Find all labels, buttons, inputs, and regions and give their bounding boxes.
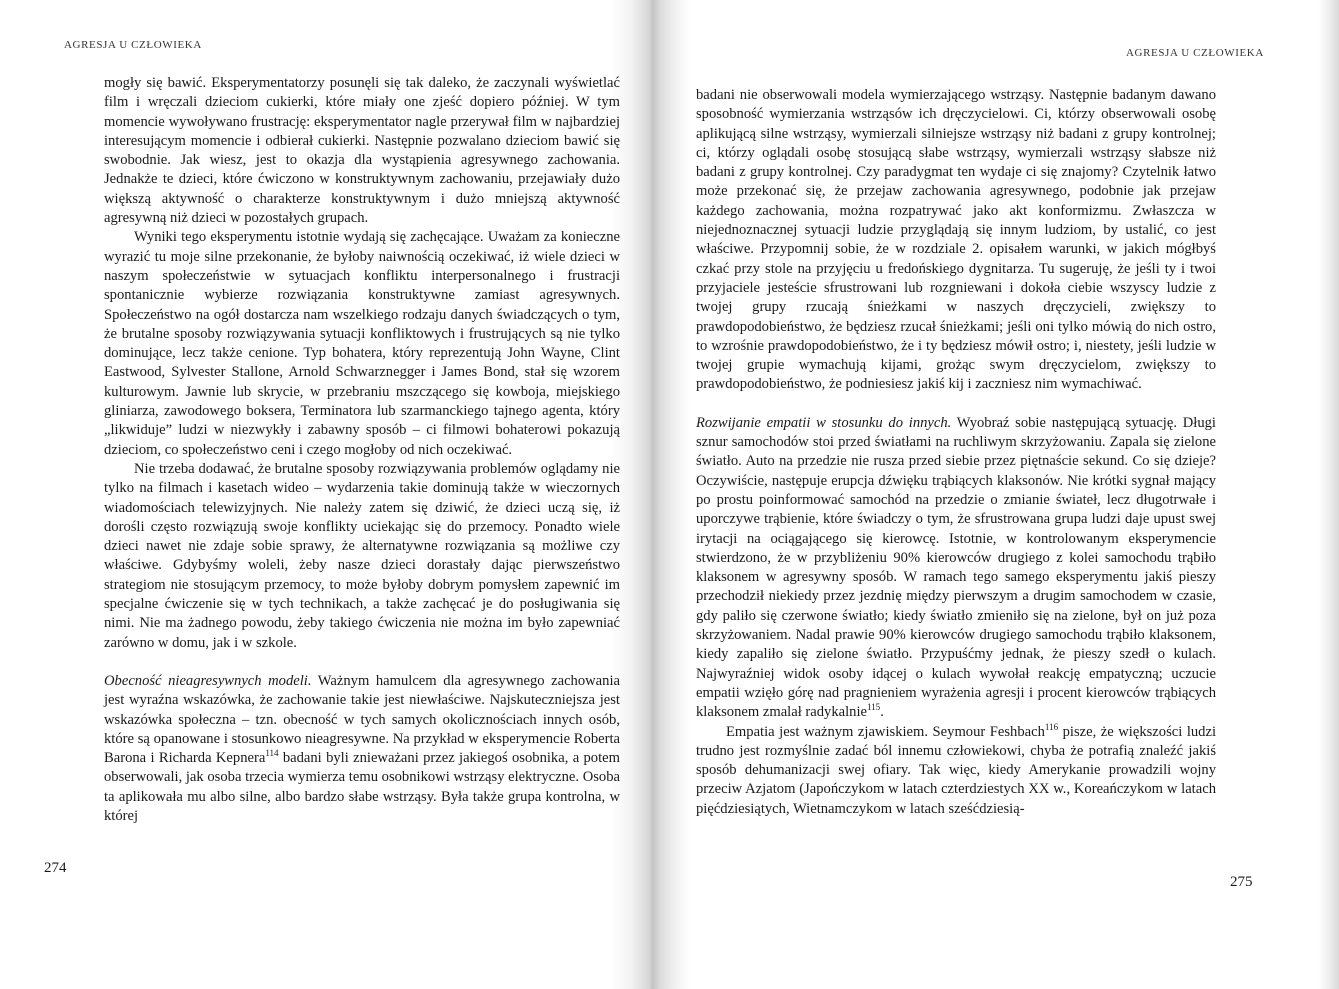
paragraph-text: Ważnym hamulcem dla agresywnego zachowania jest wyraźna wskazówka, że zachowanie takie jest niewłaściwe. Najskuteczniejsza jest wskazówka społeczna – tzn. obecność w tych samych okolicznościach innych osób, które są opanowane i stosunkowo nieagresywne. Na przykład w eksperymencie Roberta Barona i Richarda Kepnera — [104, 672, 620, 767]
paragraph-text: pisze, że większości ludzi trudno jest rozmyślnie zadać ból innemu człowiekowi, chyba że potrafią znaleźć jakiś sposób dehumanizacji swej ofiary. Tak więc, kiedy Amerykanie prowadzili wojny przeciw Azjatom (Japończykom w latach czterdziestych XX w., Koreańczykom w latach pięćdziesiątych, Wietnamczykom w latach sześćdziesią- — [696, 723, 1216, 817]
paragraph: Wyniki tego eksperymentu istotnie wydają się zachęcające. Uważam za konieczne wyrazić tu moje silne przekonanie, że byłoby naiwnością oczekiwać, iż wiele dzieci w naszym społeczeństwie w sytuacjach konfliktu interpersonalnego i frustracji spontanicznie wybierze rozwiązania konstruktywne zamiast agresywnych. Społeczeństwo na ogół dostarcza nam wszelkiego rodzaju danych świadczących o tym, że brutalne sposoby rozwiązywania sytuacji konfliktowych i frustrujących są nie tylko dominujące, lecz także cenione. Typ bohatera, który reprezentują John Wayne, Clint Eastwood, Sylvester Stallone, Arnold Schwarznegger i James Bond, stał się wzorem kulturowym. Jawnie lub skrycie, w przebraniu mszczącego się kowboja, miejskiego gliniarza, zawodowego boksera, Terminatora lub szarmanckiego tajnego agenta, który „likwiduje” ludzi w niezwykły i zabawny sposób – ci filmowi bohaterowi pokazują dzieciom, co społeczeństwo ceni i czego mogłoby od nich oczekiwać. — [104, 229, 620, 458]
paragraph — [696, 414, 1216, 723]
footnote-marker: 115 — [867, 702, 881, 713]
book-gutter — [612, 0, 690, 989]
paragraph — [104, 672, 620, 826]
page-number-right: 275 — [1230, 874, 1253, 890]
section-heading: Obecność nieagresywnych modeli. — [104, 672, 312, 689]
page-number-left: 274 — [44, 860, 67, 876]
footnote-marker: 114 — [265, 748, 279, 759]
paragraph — [696, 723, 1216, 819]
paragraph-text: . — [880, 704, 884, 721]
running-head-left: AGRESJA U CZŁOWIEKA — [64, 39, 202, 51]
running-head-right: AGRESJA U CZŁOWIEKA — [1126, 47, 1264, 59]
paragraph-text: Empatia jest ważnym zjawiskiem. Seymour Feshbach — [726, 723, 1045, 740]
paragraph: badani nie obserwowali modela wymierzającego wstrząsy. Następnie badanym dawano sposobność wymierzania wstrząsów ich dręczycielowi. Ci, którzy obserwowali osobę aplikującą silne wstrząsy, wymierzali silniejsze wstrząsy niż badani z grupy kontrolnej; ci, którzy oglądali osobę stosującą słabe wstrząsy, wymierzali wstrząsy słabsze niż badani z grupy kontrolnej. Czy paradygmat ten wydaje ci się znajomy? Czytelnik łatwo może przekonać się, że przejaw zachowania agresywnego, podobnie jak przejaw każdego zachowania, można rozpatrywać jako akt konformizmu. Zwłaszcza w niejednoznacznej sytuacji ludzie przyglądają się innym ludziom, by ustalić, co jest właściwe. Przypomnij sobie, że w rozdziale 2. opisałem warunki, w jakich mógłbyś czkać przy stole na przyjęciu u fredońskiego dygnitarza. Tu sugeruję, że jeśli ty i twoi przyjaciele jesteście sfrustrowani lub rozgniewani i dokoła ciebie wszyscy ludzie z twojej grupy rzucają śnieżkami w naszych dręczycieli, zwiększy to prawdopodobieństwo, że będziesz rzucał śnieżkami; jeśli oni tylko mówią do nich ostro, to wzrośnie prawdopodobieństwo, że i ty będziesz mówił ostro; i, niestety, jeśli ludzie w twojej grupie wymachują kijami, grożąc swym dręczycielom, zwiększy to prawdopodobieństwo, że podniesiesz jakiś kij i zaczniesz nim wymachiwać. — [696, 87, 1216, 393]
footnote-marker: 116 — [1044, 721, 1059, 732]
page-edge-shadow — [1318, 0, 1339, 989]
paragraph: mogły się bawić. Eksperymentatorzy posunęli się tak daleko, że zaczynali wyświetlać film i wręczali dzieciom cukierki, które miały one zjeść dopiero później. W tym momencie wywoływano frustrację: eksperymentator nagle przerywał film w najbardziej interesującym momencie i odbierał cukierki. Następnie pozwalano dzieciom bawić się swobodnie. Jak wiesz, jest to okazja dla wystąpienia agresywnego zachowania. Jednakże te dzieci, które ćwiczono w konstruktywnym zachowaniu, przejawiały dużo większą aktywność o charakterze konstruktywnym i dużo mniejszą aktywność agresywną niż dzieci w pozostałych grupach. — [104, 75, 620, 227]
section-heading: Rozwijanie empatii w stosunku do innych. — [696, 414, 952, 431]
paragraph: Nie trzeba dodawać, że brutalne sposoby rozwiązywania problemów oglądamy nie tylko na filmach i kasetach wideo – wydarzenia takie dominują także w wieczornych wiadomościach telewizyjnych. Nie należy zatem się dziwić, że dzieci uczą się, iż dorośli często rozwiązują swoje konflikty uciekając się do przemocy. Ponadto wiele dzieci nawet nie zdaje sobie sprawy, że alternatywne rozwiązania są możliwe czy właściwe. Gdybyśmy woleli, żeby nasze dzieci dorastały dając pierwszeństwo strategiom nie stosującym przemocy, to może byłoby dobrym pomysłem zapewnić im specjalne ćwiczenie się w tych technikach, a także zachęcać je do posługiwania się nimi. Nie ma żadnego powodu, żeby takiego ćwiczenia nie można im było zapewniać zarówno w domu, jak i w szkole. — [104, 460, 620, 651]
right-page-text — [696, 86, 1216, 819]
left-page-text — [104, 74, 620, 826]
paragraph-text: badani byli znieważani przez jakiegoś osobnika, a potem obserwowali, jak osoba trzecia wymierza temu osobnikowi wstrząsy elektryczne. Osoba ta aplikowała mu albo silne, albo bardzo słabe wstrząsy. Była także grupa kontrolna, w której — [104, 750, 620, 824]
paragraph-text: Wyobraź sobie następującą sytuację. Długi sznur samochodów stoi przed światłami na ruchliwym skrzyżowaniu. Zapala się zielone światło. Auto na przedzie nie rusza przed siebie przez piętnaście sekund. Co się dzieje? Oczywiście, następuje erupcja dźwięku trąbiących klaksonów. Nie krótki sygnał mający po prostu poinformować samochód na przedzie o zmianie świateł, lecz długotrwałe i uporczywe trąbienie, które świadczy o tym, że sfrustrowana grupa ludzi daje upust swej irytacji na ociągającego się kierowcę. Istotnie, w kontrolowanym eksperymencie stwierdzono, że w przybliżeniu 90% kierowców drugiego z kolei samochodu trąbiło klaksonem w agresywny sposób. W ramach tego samego eksperymentu jakiś pieszy przechodził niekiedy przez jezdnię między pierwszym a drugim samochodem w czasie, gdy paliło się czerwone światło; kiedy światło zmieniło się na zielone, był on już poza skrzyżowaniem. Nadal prawie 90% kierowców drugiego samochodu trąbiło klaksonem, kiedy zapaliło się zielone światło. Przypuśćmy jednak, że pieszy szedł o kulach. Najwyraźniej widok osoby idącej o kulach wywołał reakcję empatyczną; uczucie empatii wzięło górę nad pragnieniem wyrażenia agresji i procent kierowców trąbiących klaksonem zmalał radykalnie — [696, 414, 1216, 721]
